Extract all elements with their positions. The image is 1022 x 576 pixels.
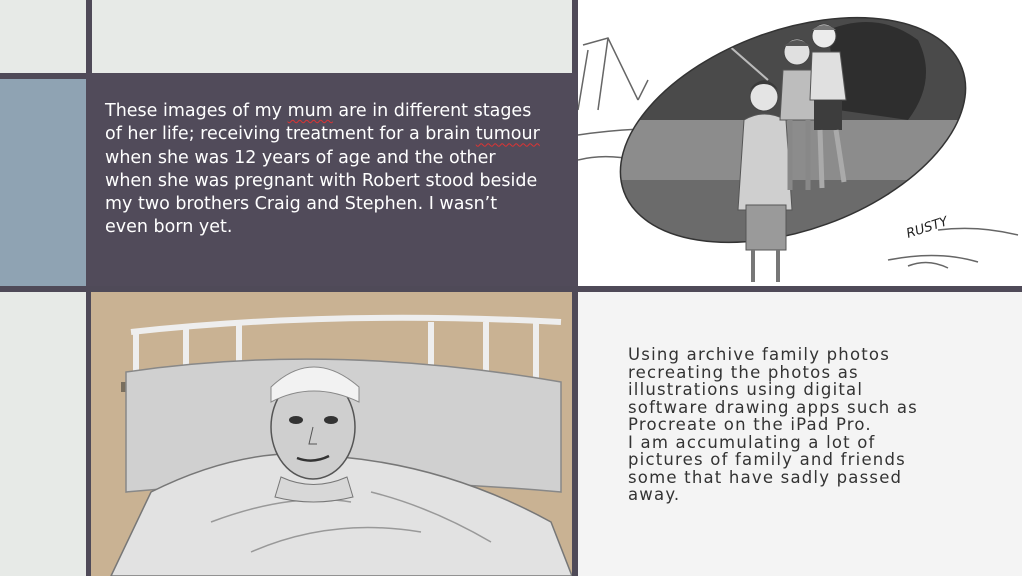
hospital-illustration-image (91, 292, 572, 576)
story-text-part-2: are in different stages of her life; receiving treatment for a brain (105, 101, 532, 145)
left-blue-block (0, 79, 86, 286)
top-light-block (92, 0, 572, 73)
description-panel (578, 292, 1022, 576)
story-text-part-1: These images of my (105, 101, 288, 121)
bottom-left-light-block (0, 292, 86, 576)
story-paragraph[interactable] (105, 100, 545, 240)
top-left-light-block (0, 0, 86, 73)
family-illustration-top[interactable] (578, 0, 1022, 286)
artist-signature: RUSTY (904, 214, 950, 242)
story-text-panel (86, 73, 577, 286)
story-word-tumour: tumour (475, 124, 540, 145)
family-illustration-image (578, 0, 1022, 286)
story-text-part-3: when she was 12 years of age and the other when she was pregnant with Robert stood beside my two brothers Craig and Stephen. I wasn’t even born yet. (105, 147, 538, 238)
story-word-mum: mum (287, 101, 333, 121)
hospital-illustration-bottom[interactable] (91, 292, 572, 576)
description-paragraph[interactable]: Using archive family photos recreating the photos as illustrations using digital software drawing apps such as Procreate on the iPad Pro. I am accumulating a lot of pictures of family and friends some that have sadly passed away. (628, 345, 918, 504)
